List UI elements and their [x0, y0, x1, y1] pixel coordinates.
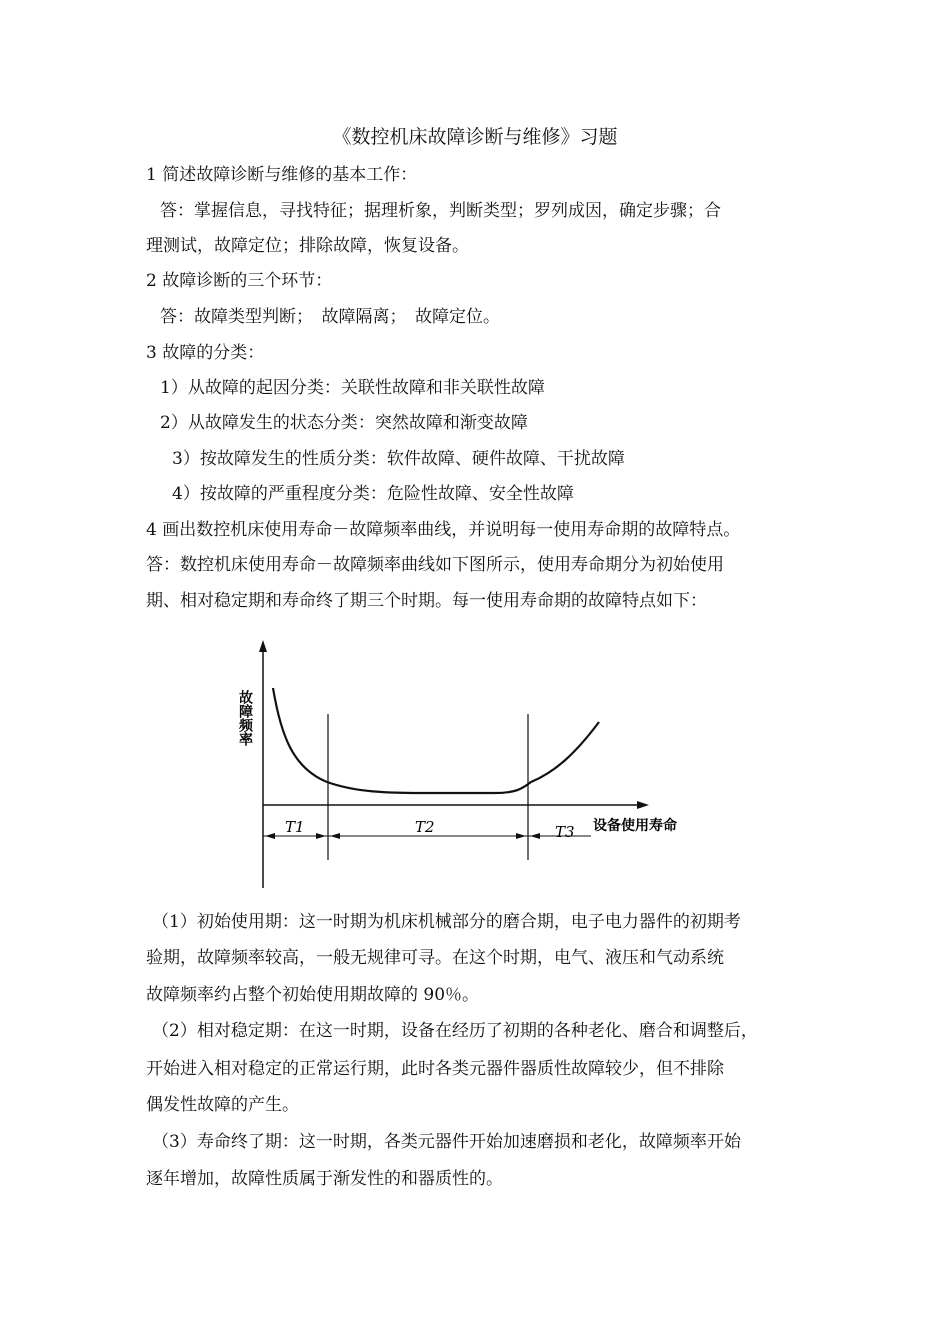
failure-rate-curve-figure	[225, 636, 705, 892]
answer-3-item-2: 2）从故障发生的状态分类：突然故障和渐变故障	[160, 413, 528, 433]
t2-left-arrowhead	[330, 833, 340, 839]
answer-4-line-2: 期、相对稳定期和寿命终了期三个时期。每一使用寿命期的故障特点如下：	[146, 591, 707, 611]
x-axis-label: 设备使用寿命	[593, 818, 677, 834]
period-label-t3: T3	[555, 823, 575, 841]
period-1-line-3: 故障频率约占整个初始使用期故障的 90％。	[146, 985, 480, 1005]
answer-3-item-1: 1）从故障的起因分类：关联性故障和非关联性故障	[160, 378, 545, 398]
period-1-line-1: （1）初始使用期：这一时期为机床机械部分的磨合期，电子电力器件的初期考	[152, 912, 741, 932]
failure-rate-curve	[273, 688, 599, 793]
t1-right-arrowhead	[316, 833, 326, 839]
bathtub-curve-diagram	[225, 636, 705, 892]
question-3: 3 故障的分类：	[146, 343, 265, 363]
answer-3-item-3: 3）按故障发生的性质分类：软件故障、硬件故障、干扰故障	[172, 449, 625, 469]
question-2: 2 故障诊断的三个环节：	[146, 271, 333, 291]
answer-4-line-1: 答：数控机床使用寿命－故障频率曲线如下图所示，使用寿命期分为初始使用	[146, 555, 724, 575]
y-axis-arrow	[259, 640, 267, 652]
period-2-line-1: （2）相对稳定期：在这一时期，设备在经历了初期的各种老化、磨合和调整后，	[152, 1021, 758, 1041]
t1-left-arrowhead	[265, 833, 275, 839]
y-axis-label: 故障频率	[237, 690, 253, 746]
t3-left-arrowhead	[530, 833, 540, 839]
t2-right-arrowhead	[516, 833, 526, 839]
question-4: 4 画出数控机床使用寿命－故障频率曲线，并说明每一使用寿命期的故障特点。	[146, 520, 741, 540]
x-axis-arrow	[637, 801, 649, 809]
period-3-line-2: 逐年增加，故障性质属于渐发性的和器质性的。	[146, 1169, 503, 1189]
answer-2: 答：故障类型判断； 故障隔离； 故障定位。	[160, 307, 500, 327]
period-1-line-2: 验期，故障频率较高，一般无规律可寻。在这个时期，电气、液压和气动系统	[146, 948, 724, 968]
period-label-t2: T2	[415, 818, 435, 836]
document-title: 《数控机床故障诊断与维修》习题	[332, 126, 618, 148]
answer-3-item-4: 4）按故障的严重程度分类：危险性故障、安全性故障	[172, 484, 574, 504]
period-3-line-1: （3）寿命终了期：这一时期，各类元器件开始加速磨损和老化，故障频率开始	[152, 1132, 741, 1152]
period-2-line-3: 偶发性故障的产生。	[146, 1095, 299, 1115]
period-2-line-2: 开始进入相对稳定的正常运行期，此时各类元器件器质性故障较少，但不排除	[146, 1059, 724, 1079]
answer-1-line-1: 答：掌握信息，寻找特征；据理析象，判断类型；罗列成因，确定步骤；合	[160, 201, 721, 221]
period-label-t1: T1	[285, 818, 305, 836]
answer-1-line-2: 理测试，故障定位；排除故障，恢复设备。	[146, 236, 469, 256]
question-1: 1 简述故障诊断与维修的基本工作：	[146, 165, 418, 185]
